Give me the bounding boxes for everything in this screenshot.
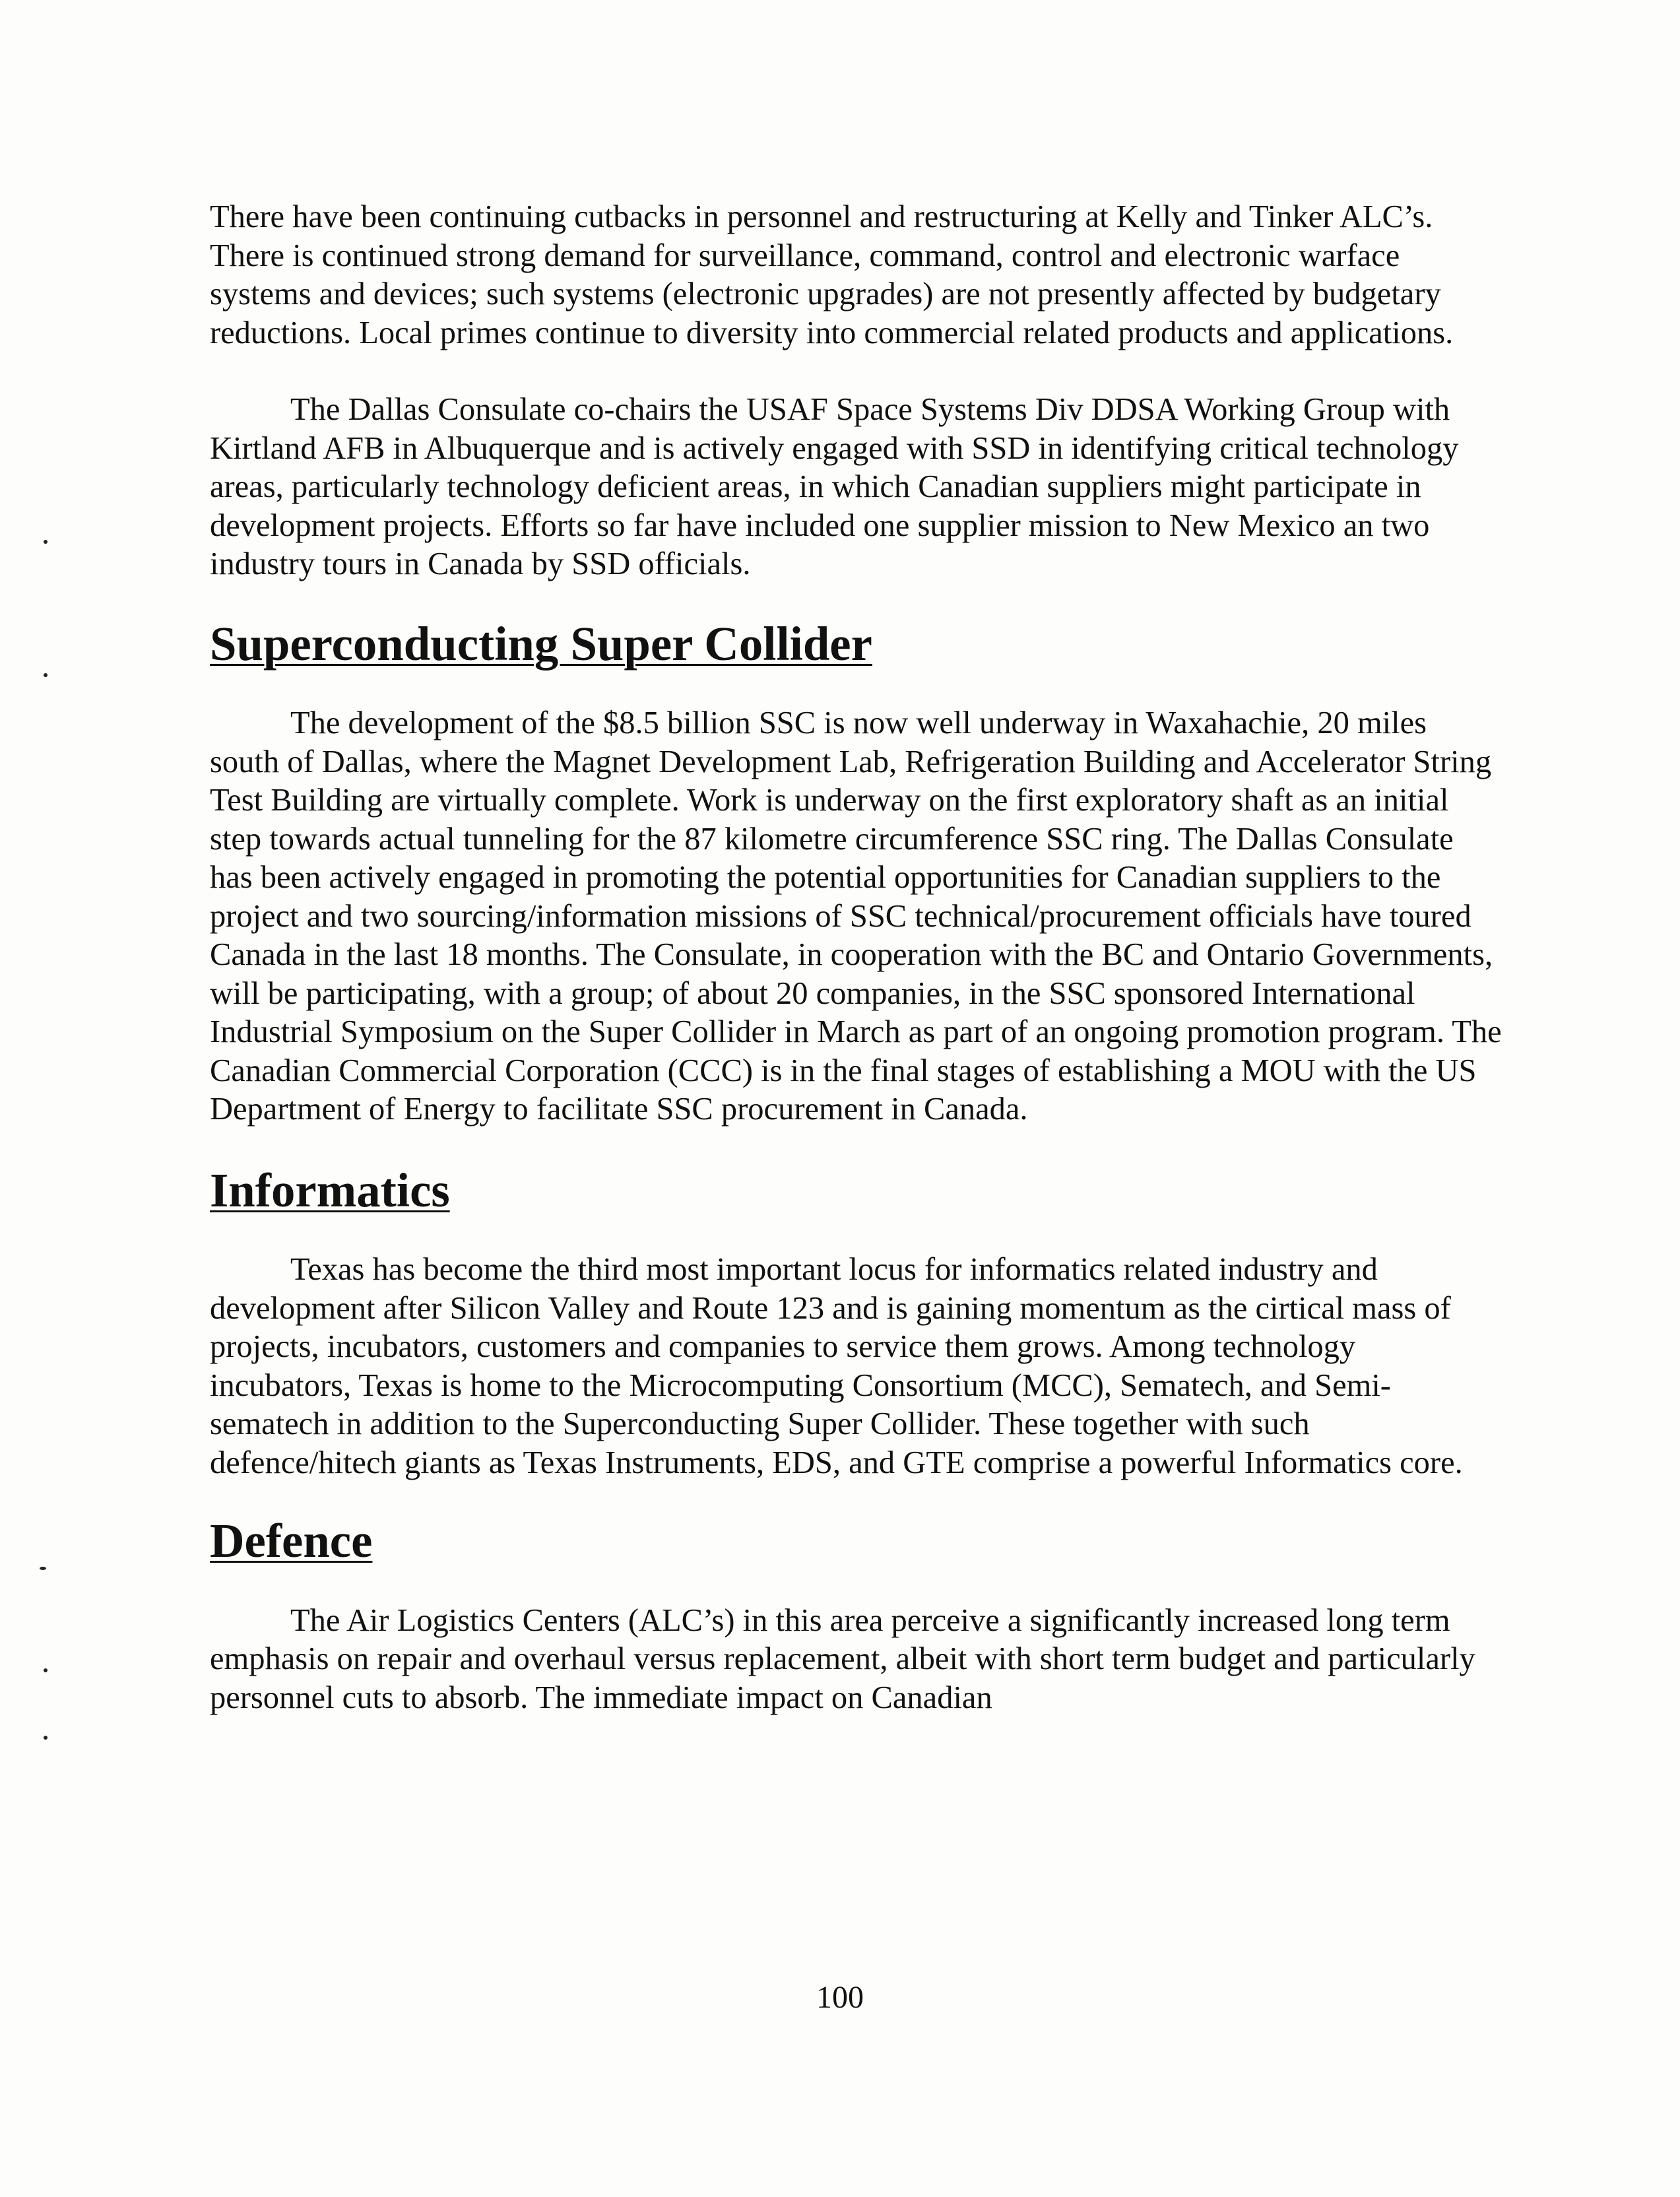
paragraph-dallas-consulate: The Dallas Consulate co-chairs the USAF Space Systems Div DDSA Working Group with Kirtland AFB in Albuquerque and is actively engaged with SSD in identifying critical technology areas, particularly technology deficient areas, in which Canadian suppliers might participate in development projects. Efforts so far have included one supplier mission to New Mexico an two industry tours in Canada by SSD officials. bbox=[210, 392, 1459, 581]
scan-speck bbox=[40, 1567, 46, 1570]
heading-superconducting-super-collider: Superconducting Super Collider bbox=[210, 616, 872, 671]
paragraph-air-logistics-centers: The Air Logistics Centers (ALC’s) in this area perceive a significantly increased long term emphasis on repair and overhaul versus replacement, albeit with short term budget and particularly personnel cuts to absorb. The immediate impact on Canadian bbox=[210, 1602, 1475, 1715]
scan-speck bbox=[44, 1668, 48, 1672]
scan-speck bbox=[44, 673, 48, 677]
document-body bbox=[210, 198, 1503, 1717]
heading-informatics: Informatics bbox=[210, 1163, 450, 1217]
heading-defence: Defence bbox=[210, 1514, 373, 1567]
scan-speck bbox=[44, 1736, 48, 1740]
page-number: 100 bbox=[816, 1980, 864, 2015]
paragraph-texas-informatics: Texas has become the third most important locus for informatics related industry and development after Silicon Valley and Route 123 and is gaining momentum as the cirtical mass of projects, incubators, customers and companies to service them grows. Among technology incubators, Texas is home to the Microcomputing Consortium (MCC), Sematech, and Semi-sematech in addition to the Superconducting Super Collider. These together with such defence/hitech giants as Texas Instruments, EDS, and GTE comprise a powerful Informatics core. bbox=[210, 1252, 1463, 1480]
paragraph-alc-cutbacks: There have been continuing cutbacks in personnel and restructuring at Kelly and Tinker ALC’s. There is continued strong demand for surveillance, command, control and electronic warface systems and devices; such systems (electronic upgrades) are not presently affected by budgetary reductions. Local primes continue to diversity into commercial related products and applications. bbox=[210, 199, 1454, 350]
paragraph-ssc-development: The development of the $8.5 billion SSC is now well underway in Waxahachie, 20 miles south of Dallas, where the Magnet Development Lab, Refrigeration Building and Accelerator String Test Building are virtually complete. Work is underway on the first exploratory shaft as an initial step towards actual tunneling for the 87 kilometre circumference SSC ring. The Dallas Consulate has been actively engaged in promoting the potential opportunities for Canadian suppliers to the project and two sourcing/information missions of SSC technical/procurement officials have toured Canada in the last 18 months. The Consulate, in cooperation with the BC and Ontario Governments, will be participating, with a group; of about 20 companies, in the SSC sponsored International Industrial Symposium on the Super Collider in March as part of an ongoing promotion program. The Canadian Commercial Corporation (CCC) is in the final stages of establishing a MOU with the US Department of Energy to facilitate SSC procurement in Canada. bbox=[210, 705, 1502, 1127]
scan-speck bbox=[44, 540, 48, 544]
